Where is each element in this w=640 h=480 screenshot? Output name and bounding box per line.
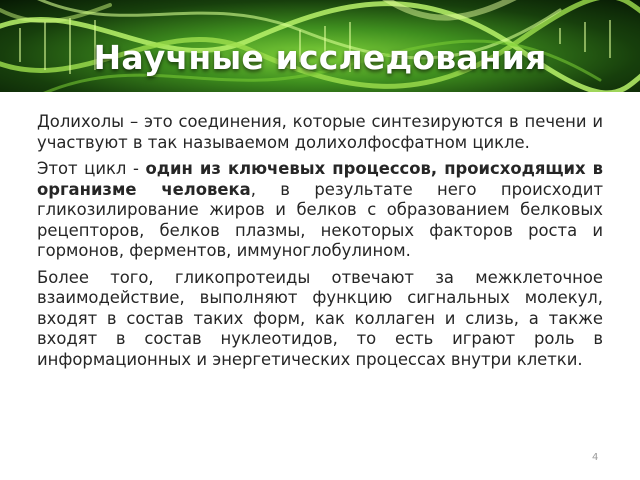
paragraph-2-emphasis: один из ключевых процессов, происходящих в организме человека <box>37 159 603 199</box>
paragraph-2 <box>37 159 603 262</box>
paragraph-2-rest: , в результате него происходит гликозилирование жиров и белков с образованием белковых рецепторов, белков плазмы, некоторых факторов роста и гормонов, ферментов, иммуноглобулином. <box>37 179 603 260</box>
paragraph-2-lead: Этот цикл - <box>37 159 146 178</box>
slide-body <box>37 112 603 376</box>
slide-title: Научные исследования <box>93 38 547 77</box>
page-number: 4 <box>592 452 599 463</box>
paragraph-1: Долихолы – это соединения, которые синтезируются в печени и участвуют в так называемом долихолфосфатном цикле. <box>37 112 603 152</box>
paragraph-3: Более того, гликопротеиды отвечают за межклеточное взаимодействие, выполняют функцию сигнальных молекул, входят в состав таких форм, как коллаген и слизь, а также входят в состав нуклеотидов, то есть играют роль в информационных и энергетических процессах внутри клетки. <box>37 267 603 369</box>
